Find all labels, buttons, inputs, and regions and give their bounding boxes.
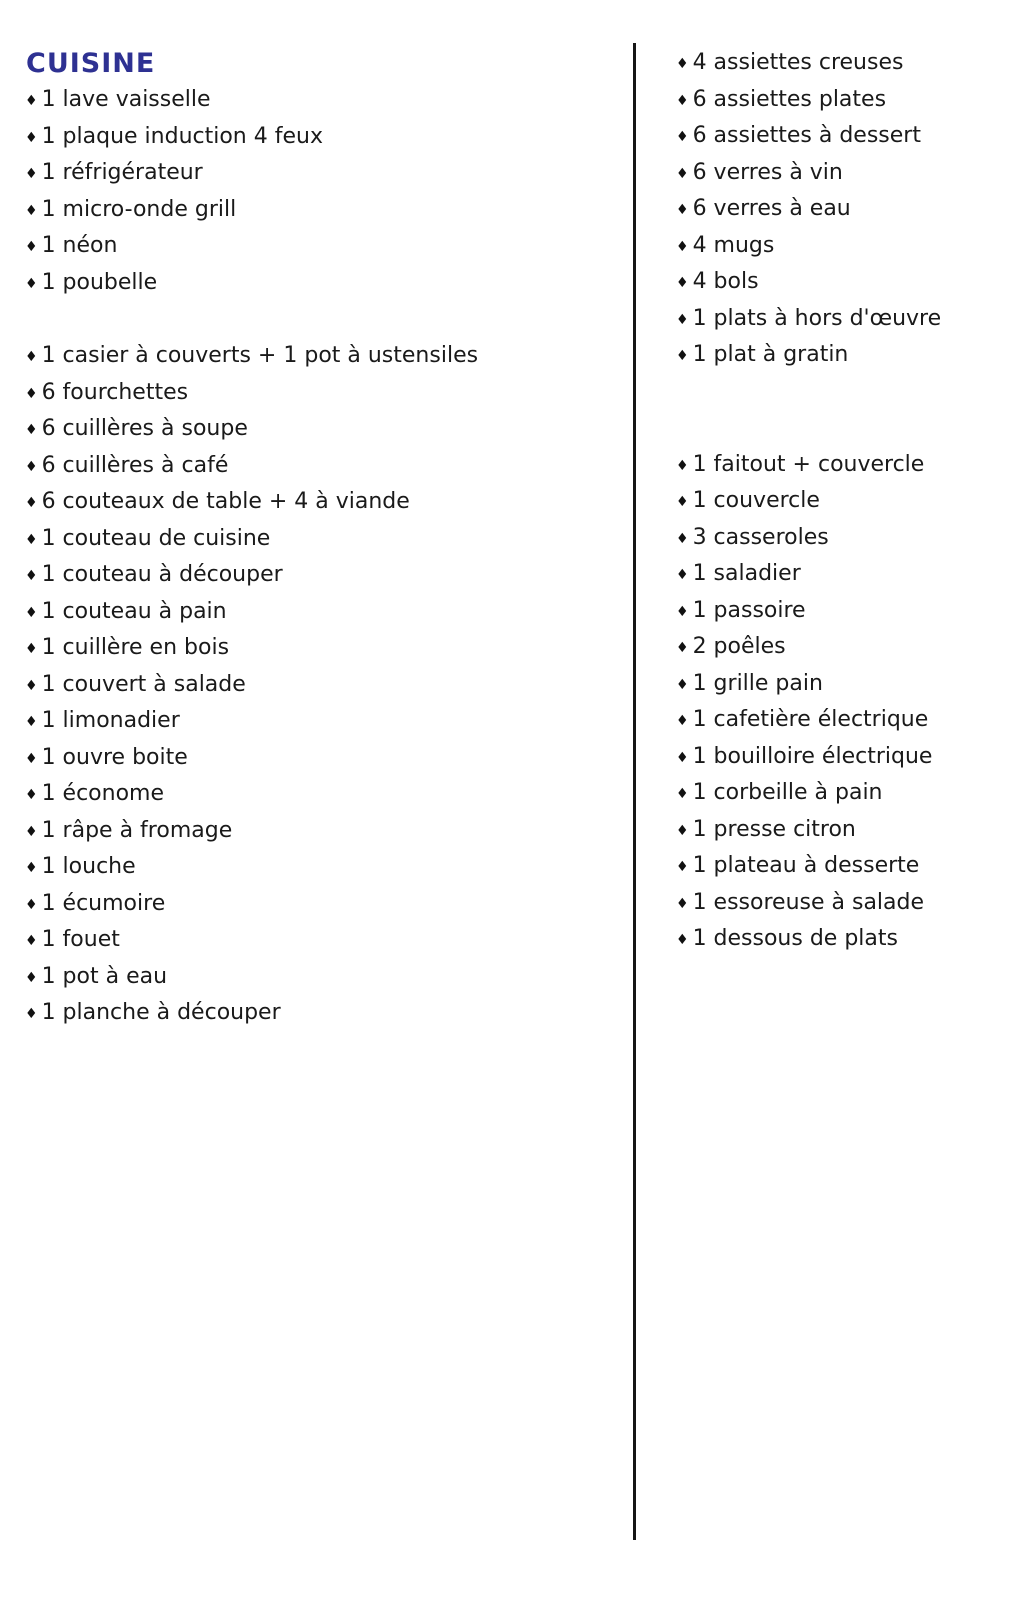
diamond-bullet-icon: ♦ — [25, 239, 38, 256]
item-label: 1 ouvre boite — [41, 744, 188, 770]
item-label: 1 dessous de plats — [692, 926, 898, 951]
item-label: 1 plats à hors d'œuvre — [692, 305, 942, 331]
list-item — [25, 630, 605, 667]
diamond-bullet-icon: ♦ — [25, 714, 38, 731]
diamond-bullet-icon: ♦ — [25, 93, 38, 110]
list-item — [25, 521, 605, 558]
item-label: 1 planche à découper — [41, 1000, 281, 1025]
list-item — [25, 703, 605, 740]
item-label: 1 casier à couverts + 1 pot à ustensiles — [41, 343, 479, 368]
diamond-bullet-icon: ♦ — [676, 749, 689, 766]
item-label: 1 cafetière électrique — [692, 707, 929, 732]
item-label: 6 cuillères à café — [41, 452, 229, 478]
item-group-tableware — [676, 45, 1006, 374]
diamond-bullet-icon: ♦ — [676, 676, 689, 693]
item-label: 1 plaque induction 4 feux — [41, 123, 323, 149]
list-item — [25, 484, 605, 521]
diamond-bullet-icon: ♦ — [25, 568, 38, 585]
list-item — [676, 228, 1006, 265]
diamond-bullet-icon: ♦ — [25, 787, 38, 804]
list-item — [676, 556, 1006, 593]
item-label: 6 couteaux de table + 4 à viande — [41, 489, 410, 514]
diamond-bullet-icon: ♦ — [25, 202, 38, 219]
diamond-bullet-icon: ♦ — [676, 494, 689, 511]
item-label: 2 poêles — [692, 634, 786, 659]
diamond-bullet-icon: ♦ — [25, 604, 38, 621]
list-item — [25, 813, 605, 850]
item-label: 6 verres à eau — [692, 196, 851, 221]
item-label: 1 grille pain — [692, 670, 823, 696]
item-label: 1 réfrigérateur — [41, 160, 203, 185]
diamond-bullet-icon: ♦ — [25, 933, 38, 950]
list-item — [676, 702, 1006, 739]
item-label: 1 bouilloire électrique — [692, 743, 933, 769]
diamond-bullet-icon: ♦ — [676, 311, 689, 328]
list-item — [676, 812, 1006, 849]
diamond-bullet-icon: ♦ — [25, 275, 38, 292]
diamond-bullet-icon: ♦ — [25, 166, 38, 183]
item-label: 1 couteau à pain — [41, 598, 227, 624]
item-label: 1 fouet — [41, 927, 120, 952]
list-item — [676, 921, 1006, 958]
item-label: 1 couvert à salade — [41, 671, 246, 697]
diamond-bullet-icon: ♦ — [676, 713, 689, 730]
diamond-bullet-icon: ♦ — [25, 823, 38, 840]
list-item — [676, 45, 1006, 82]
item-label: 1 couvercle — [692, 488, 820, 513]
list-item — [676, 155, 1006, 192]
item-label: 1 plateau à desserte — [692, 853, 920, 878]
item-label: 6 fourchettes — [41, 379, 189, 405]
diamond-bullet-icon: ♦ — [676, 530, 689, 547]
item-group-appliances — [25, 82, 605, 301]
diamond-bullet-icon: ♦ — [676, 202, 689, 219]
item-label: 6 assiettes plates — [692, 86, 887, 112]
item-group-cookware — [676, 447, 1006, 958]
diamond-bullet-icon: ♦ — [676, 932, 689, 949]
diamond-bullet-icon: ♦ — [676, 567, 689, 584]
item-label: 1 micro-onde grill — [41, 196, 237, 222]
diamond-bullet-icon: ♦ — [25, 860, 38, 877]
list-item — [676, 82, 1006, 119]
list-item — [25, 740, 605, 777]
list-item — [25, 922, 605, 959]
list-item — [25, 338, 605, 375]
list-item — [676, 520, 1006, 557]
list-item — [25, 667, 605, 704]
diamond-bullet-icon: ♦ — [676, 129, 689, 146]
item-label: 1 cuillère en bois — [41, 635, 230, 660]
list-item — [676, 739, 1006, 776]
diamond-bullet-icon: ♦ — [676, 859, 689, 876]
item-label: 6 assiettes à dessert — [692, 123, 921, 148]
item-label: 1 passoire — [692, 597, 806, 623]
list-item — [25, 849, 605, 886]
list-item — [25, 82, 605, 119]
diamond-bullet-icon: ♦ — [676, 92, 689, 109]
diamond-bullet-icon: ♦ — [25, 969, 38, 986]
list-item — [25, 411, 605, 448]
diamond-bullet-icon: ♦ — [676, 348, 689, 365]
list-item — [676, 264, 1006, 301]
diamond-bullet-icon: ♦ — [25, 129, 38, 146]
item-label: 1 faitout + couvercle — [692, 451, 925, 477]
column-divider — [633, 43, 636, 1540]
item-label: 1 néon — [41, 233, 118, 258]
item-label: 1 louche — [41, 854, 136, 879]
list-item — [25, 995, 605, 1032]
list-item — [676, 775, 1006, 812]
list-item — [25, 886, 605, 923]
diamond-bullet-icon: ♦ — [25, 677, 38, 694]
diamond-bullet-icon: ♦ — [676, 165, 689, 182]
diamond-bullet-icon: ♦ — [676, 603, 689, 620]
diamond-bullet-icon: ♦ — [676, 238, 689, 255]
list-item — [25, 192, 605, 229]
list-item — [25, 557, 605, 594]
item-label: 1 limonadier — [41, 708, 180, 733]
list-item — [676, 337, 1006, 374]
diamond-bullet-icon: ♦ — [25, 641, 38, 658]
diamond-bullet-icon: ♦ — [676, 56, 689, 73]
list-item — [676, 629, 1006, 666]
diamond-bullet-icon: ♦ — [25, 495, 38, 512]
item-label: 1 lave vaisselle — [41, 87, 211, 112]
list-item — [25, 155, 605, 192]
list-item — [25, 594, 605, 631]
item-label: 1 couteau à découper — [41, 562, 283, 587]
list-item — [676, 191, 1006, 228]
item-label: 1 pot à eau — [41, 963, 168, 989]
item-label: 1 poubelle — [41, 269, 158, 295]
item-label: 1 écumoire — [41, 890, 166, 916]
diamond-bullet-icon: ♦ — [25, 422, 38, 439]
item-label: 6 verres à vin — [692, 159, 843, 185]
diamond-bullet-icon: ♦ — [25, 1006, 38, 1023]
item-label: 6 cuillères à soupe — [41, 416, 248, 441]
diamond-bullet-icon: ♦ — [25, 896, 38, 913]
item-label: 1 corbeille à pain — [692, 780, 883, 805]
item-label: 3 casseroles — [692, 524, 829, 550]
right-column — [676, 45, 1006, 958]
item-label: 1 plat à gratin — [692, 342, 849, 367]
diamond-bullet-icon: ♦ — [676, 640, 689, 657]
list-item — [676, 301, 1006, 338]
item-label: 4 bols — [692, 269, 759, 294]
item-label: 4 mugs — [692, 232, 775, 258]
left-column — [25, 82, 605, 1032]
item-label: 1 saladier — [692, 561, 801, 586]
diamond-bullet-icon: ♦ — [676, 457, 689, 474]
list-item — [25, 448, 605, 485]
list-item — [25, 776, 605, 813]
list-item — [25, 375, 605, 412]
item-label: 1 essoreuse à salade — [692, 889, 925, 915]
diamond-bullet-icon: ♦ — [676, 786, 689, 803]
list-item — [676, 118, 1006, 155]
diamond-bullet-icon: ♦ — [25, 750, 38, 767]
list-item — [25, 228, 605, 265]
list-item — [25, 959, 605, 996]
diamond-bullet-icon: ♦ — [25, 458, 38, 475]
diamond-bullet-icon: ♦ — [25, 349, 38, 366]
diamond-bullet-icon: ♦ — [676, 895, 689, 912]
diamond-bullet-icon: ♦ — [676, 822, 689, 839]
item-label: 1 râpe à fromage — [41, 817, 233, 843]
list-item — [676, 848, 1006, 885]
list-item — [25, 119, 605, 156]
item-label: 1 économe — [41, 781, 165, 806]
list-item — [676, 593, 1006, 630]
list-item — [676, 666, 1006, 703]
diamond-bullet-icon: ♦ — [676, 275, 689, 292]
diamond-bullet-icon: ♦ — [25, 531, 38, 548]
list-item — [676, 447, 1006, 484]
diamond-bullet-icon: ♦ — [25, 385, 38, 402]
page-title: CUISINE — [26, 48, 156, 79]
list-item — [676, 483, 1006, 520]
list-item — [676, 885, 1006, 922]
item-label: 1 presse citron — [692, 816, 856, 842]
item-label: 1 couteau de cuisine — [41, 525, 271, 551]
item-group-utensils — [25, 338, 605, 1032]
list-item — [25, 265, 605, 302]
item-label: 4 assiettes creuses — [692, 50, 904, 75]
